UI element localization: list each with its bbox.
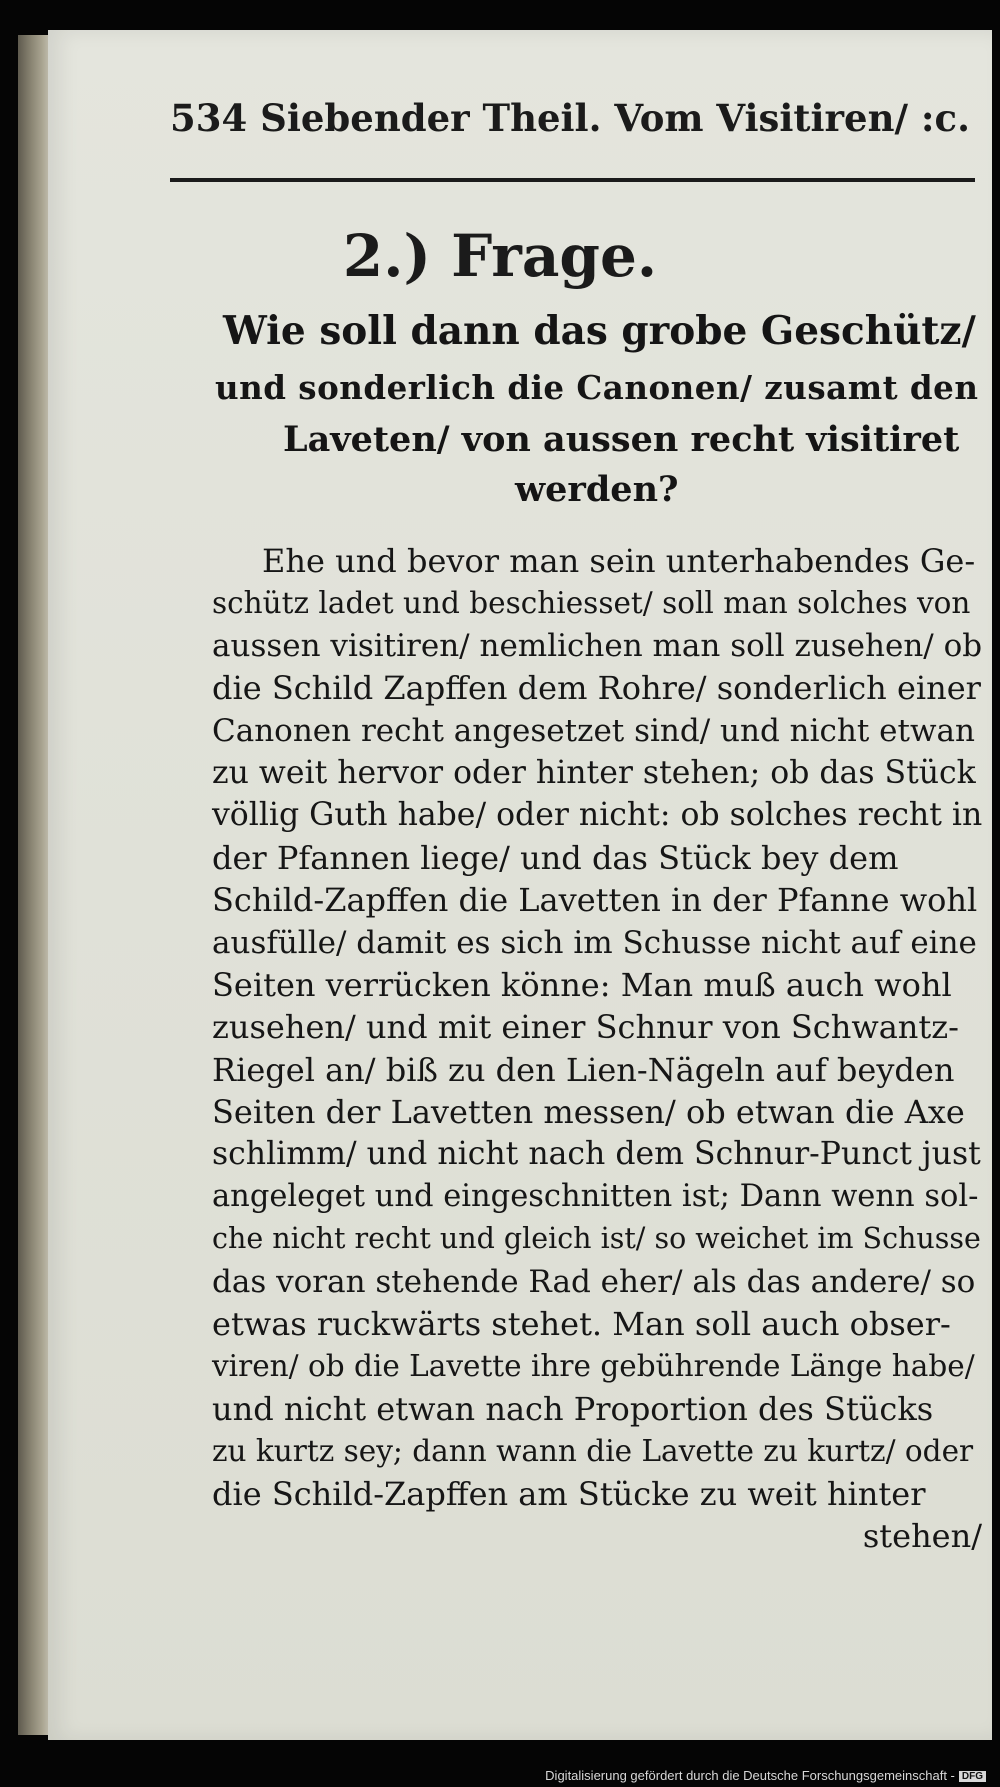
body-line: schütz ladet und beschiesset/ soll man solches von [212,586,971,621]
running-head: 534 Siebender Theil. Vom Visitiren/ :c. [170,96,970,140]
question-line: und sonderlich die Canonen/ zusamt den [215,368,979,407]
credit-text: Digitalisierung gefördert durch die Deutsche Forschungsgemeinschaft - [545,1768,955,1783]
body-line: die Schild Zapffen dem Rohre/ sonderlich einer [212,669,981,708]
body-line: schlimm/ und nicht nach dem Schnur-Punct just [212,1136,981,1173]
body-line: Seiten der Lavetten messen/ ob etwan die Axe [212,1093,965,1132]
body-line: che nicht recht und gleich ist/ so weichet im Schusse [212,1222,981,1256]
body-line: Schild-Zapffen die Lavetten in der Pfanne wohl [212,881,978,920]
digitization-credit [545,1768,986,1783]
dfg-logo: DFG [959,1771,986,1782]
header-rule [170,178,975,182]
body-line: etwas ruckwärts stehet. Man soll auch obser- [212,1305,951,1344]
body-line: das voran stehende Rad eher/ als das andere/ so [212,1263,976,1300]
page-edge-stack [18,35,52,1735]
body-paragraph [212,540,982,1557]
section-heading: 2.) Frage. [342,222,658,290]
body-line: und nicht etwan nach Proportion des Stücks [212,1389,934,1428]
body-line: ausfülle/ damit es sich im Schusse nicht auf eine [212,924,977,961]
body-line: Ehe und bevor man sein unterhabendes Ge- [262,542,976,580]
body-line: angeleget und eingeschnitten ist; Dann wenn sol- [212,1178,979,1214]
body-line: der Pfannen liege/ und das Stück bey dem [212,838,899,877]
catchword: stehen/ [862,1516,982,1555]
body-line: viren/ ob die Lavette ihre gebührende Länge habe/ [212,1349,975,1384]
question-title [215,308,980,522]
body-line: Riegel an/ biß zu den Lien-Nägeln auf beyden [212,1050,955,1089]
body-line: zu weit hervor oder hinter stehen; ob das Stück [212,754,976,791]
question-line: werden? [515,469,679,510]
question-line: Laveten/ von aussen recht visitiret [283,419,960,460]
body-line: Canonen recht angesetzet sind/ und nicht etwan [212,712,975,749]
body-line: zu kurtz sey; dann wann die Lavette zu kurtz/ oder [212,1434,974,1469]
body-line: die Schild-Zapffen am Stücke zu weit hinter [212,1474,926,1513]
body-line: aussen visitiren/ nemlichen man soll zusehen/ ob [212,627,983,664]
body-line: zusehen/ und mit einer Schnur von Schwantz- [212,1008,959,1047]
question-line: Wie soll dann das grobe Geschütz/ [223,308,976,354]
body-line: Seiten verrücken könne: Man muß auch wohl [212,965,952,1004]
body-line: völlig Guth habe/ oder nicht: ob solches recht in [212,797,983,834]
